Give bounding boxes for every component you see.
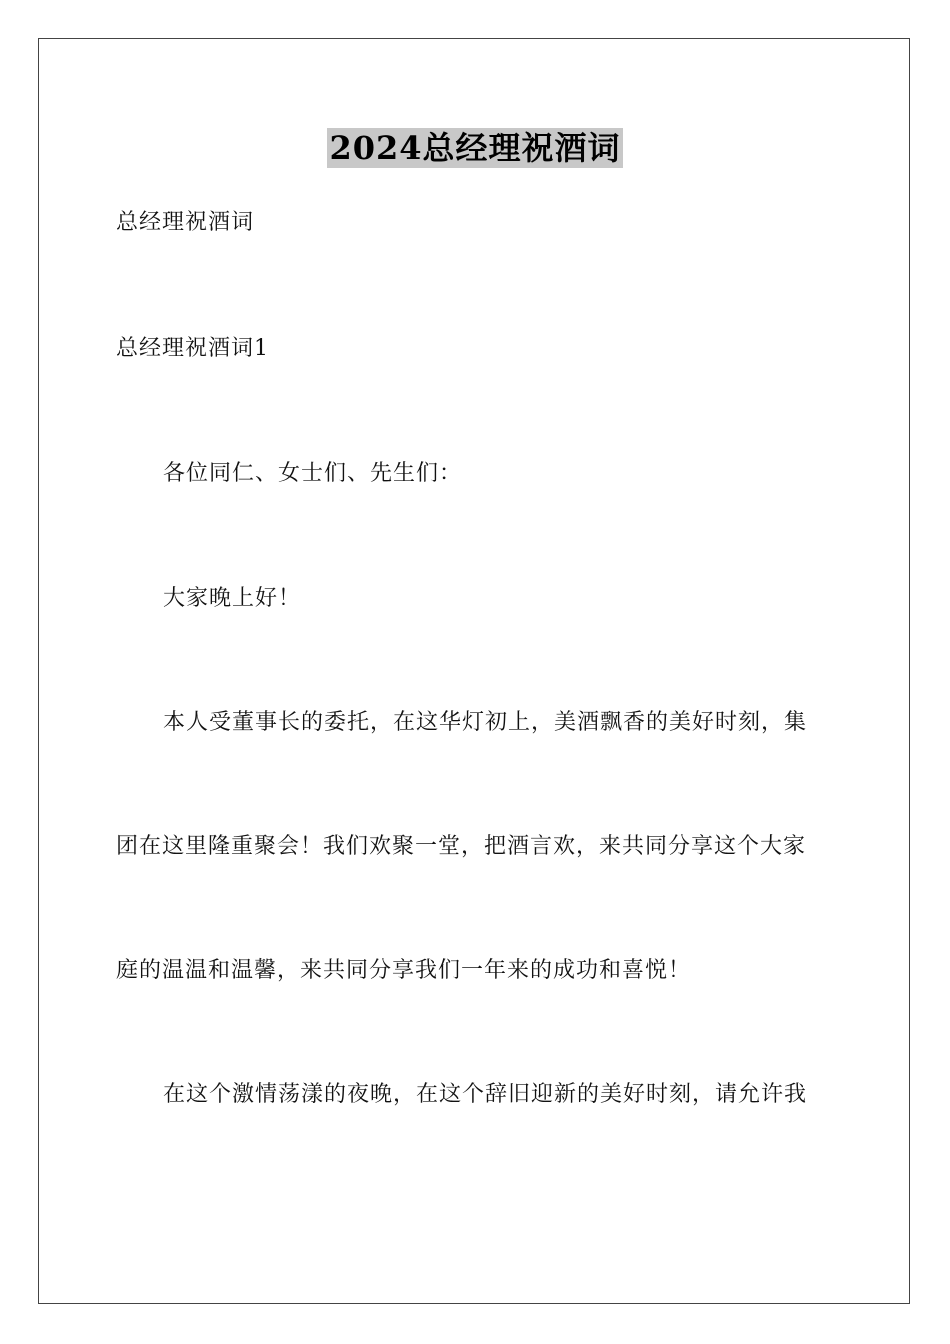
paragraph-line: 团在这里隆重聚会！我们欢聚一堂，把酒言欢，来共同分享这个大家	[116, 834, 807, 859]
paragraph-line: 庭的温温和温馨，来共同分享我们一年来的成功和喜悦！	[116, 958, 692, 983]
paragraph-line: 本人受董事长的委托，在这华灯初上，美酒飘香的美好时刻，集	[163, 710, 808, 735]
paragraph-line: 各位同仁、女士们、先生们：	[163, 461, 463, 486]
subtitle-line: 总经理祝酒词	[116, 210, 255, 235]
title-wrap	[0, 128, 950, 168]
section-heading: 总经理祝酒词1	[116, 336, 269, 361]
paragraph-line: 在这个激情荡漾的夜晚，在这个辞旧迎新的美好时刻，请允许我	[163, 1082, 808, 1107]
paragraph-line: 大家晚上好！	[163, 586, 302, 611]
document-title: 2024总经理祝酒词	[329, 129, 621, 167]
